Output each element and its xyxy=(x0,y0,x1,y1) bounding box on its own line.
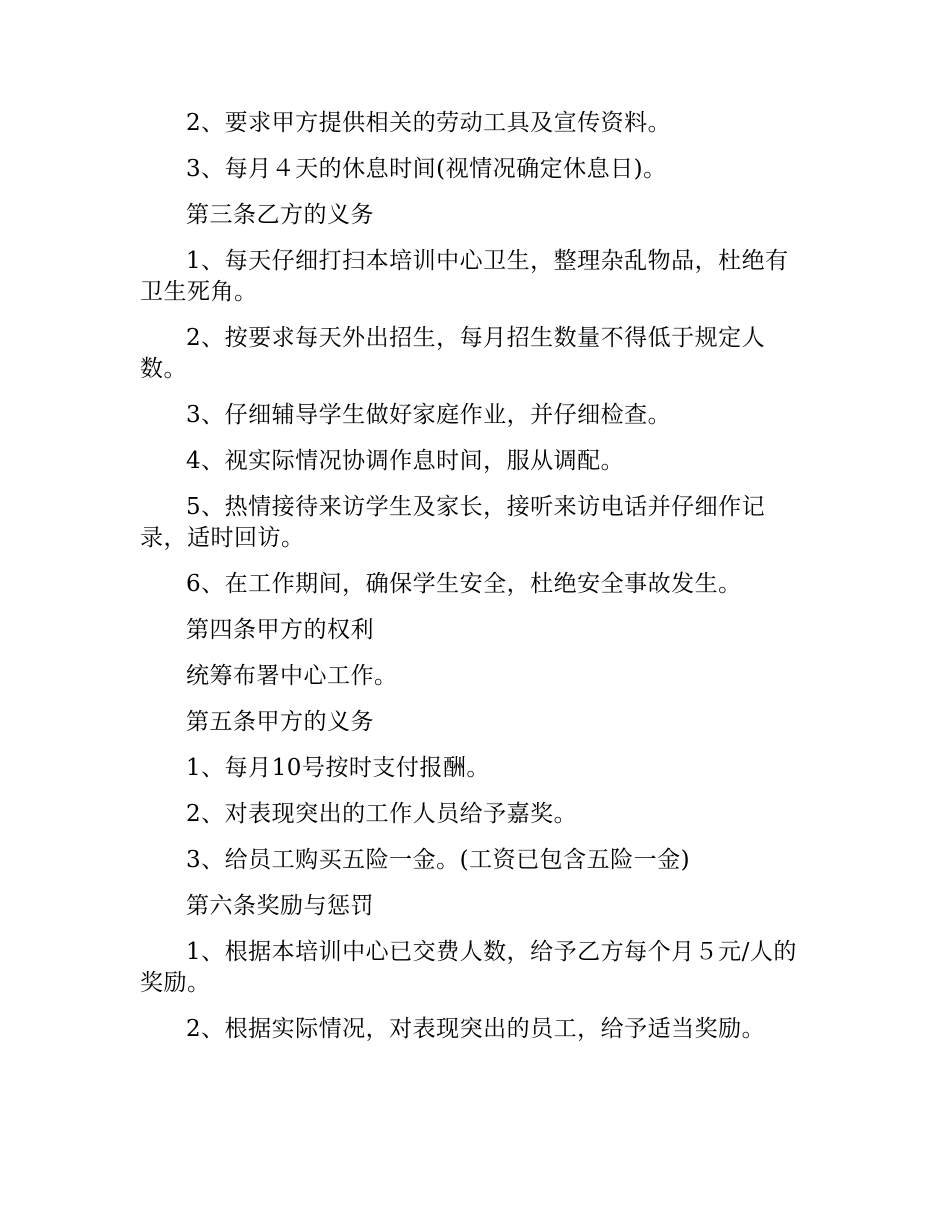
document-page xyxy=(140,108,804,1060)
paragraph-cleaning: 1、每天仔细打扫本培训中心卫生，整理杂乱物品，杜绝有卫生死角。 xyxy=(140,248,789,305)
paragraph-recruiting: 2、按要求每天外出招生，每月招生数量不得低于规定人数。 xyxy=(140,325,766,382)
paragraph-reward-outstanding: 2、根据实际情况，对表现突出的员工，给予适当奖励。 xyxy=(186,1016,766,1042)
paragraph-rest-days: 3、每月４天的休息时间(视情况确定休息日)。 xyxy=(186,156,667,182)
paragraph-payment: 1、每月10号按时支付报酬。 xyxy=(186,755,490,781)
paragraph-request-tools: 2、要求甲方提供相关的劳动工具及宣传资料。 xyxy=(186,110,672,136)
paragraph-reception: 5、热情接待来访学生及家长，接听来访电话并仔细作记录，适时回访。 xyxy=(140,494,766,551)
paragraph-schedule: 4、视实际情况协调作息时间，服从调配。 xyxy=(186,448,625,474)
paragraph-reward-per-student: 1、根据本培训中心已交费人数，给予乙方每个月５元/人的奖励。 xyxy=(140,939,797,996)
paragraph-safety: 6、在工作期间，确保学生安全，杜绝安全事故发生。 xyxy=(186,571,742,597)
heading-article-4: 第四条甲方的权利 xyxy=(186,617,374,643)
heading-article-5: 第五条甲方的义务 xyxy=(186,709,374,735)
heading-article-3: 第三条乙方的义务 xyxy=(186,202,374,228)
paragraph-coordination: 统筹布署中心工作。 xyxy=(186,663,398,689)
paragraph-insurance: 3、给员工购买五险一金。(工资已包含五险一金) xyxy=(186,847,691,873)
heading-article-6: 第六条奖励与惩罚 xyxy=(186,893,374,919)
paragraph-homework: 3、仔细辅导学生做好家庭作业，并仔细检查。 xyxy=(186,402,672,428)
paragraph-commendation: 2、对表现突出的工作人员给予嘉奖。 xyxy=(186,801,578,827)
